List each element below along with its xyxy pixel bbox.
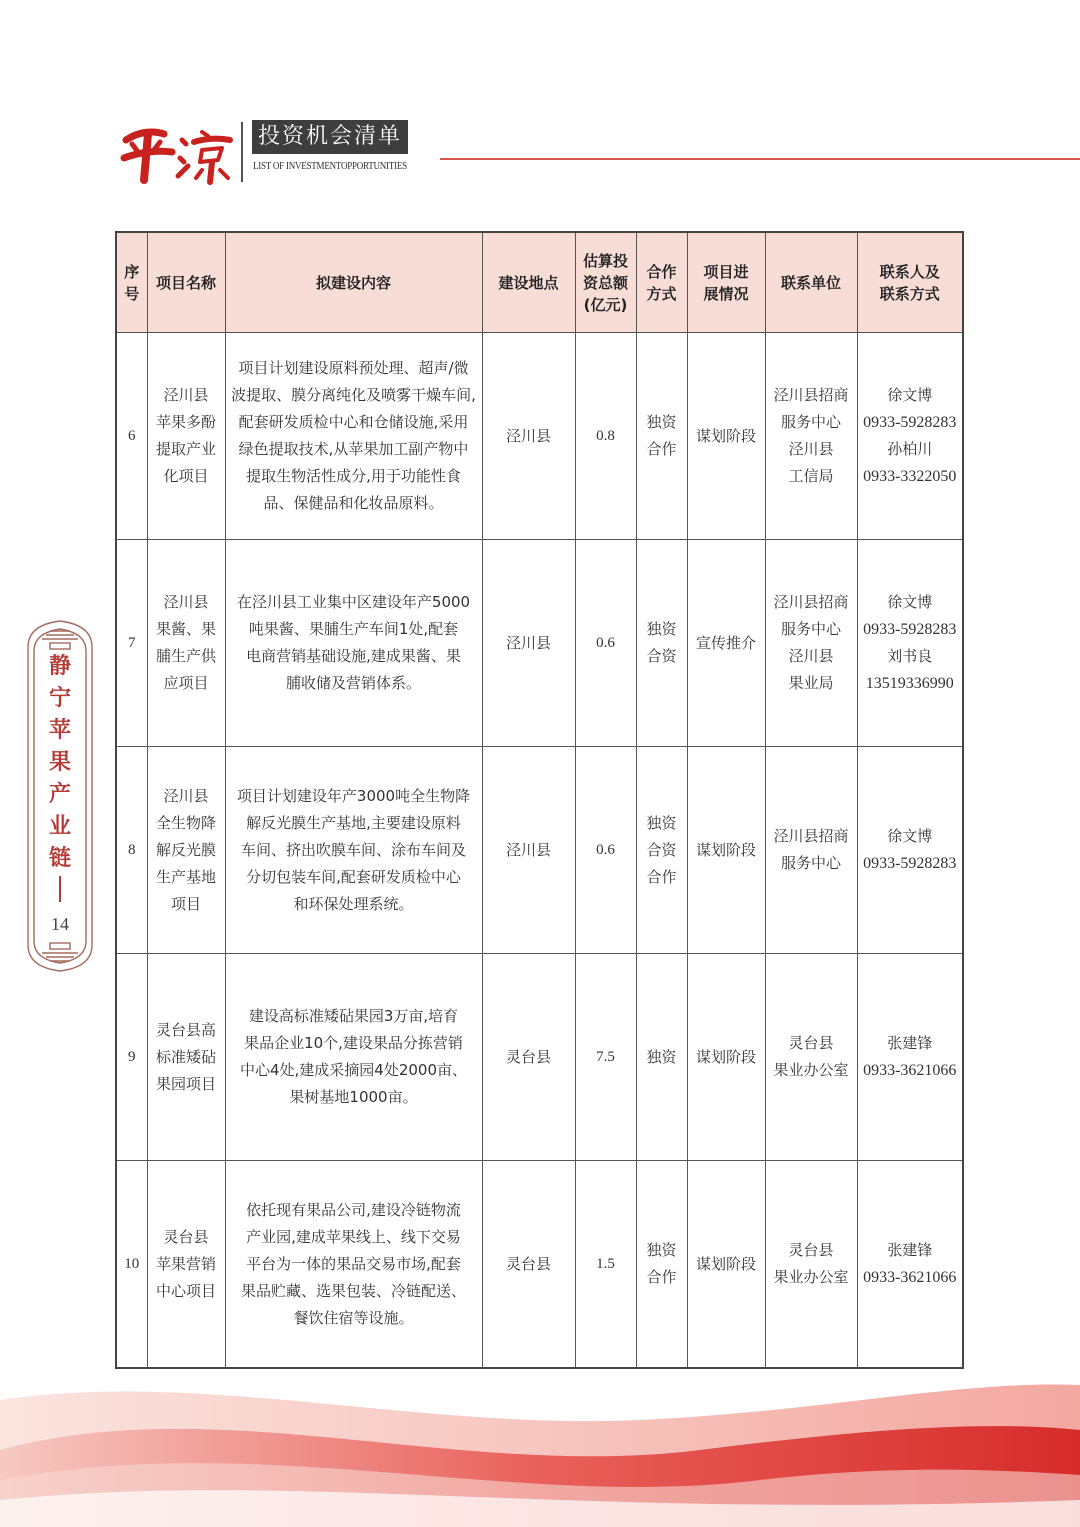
contact-person-line: 0933-5928283 (863, 621, 957, 638)
page-number: 14 (51, 914, 69, 934)
contact-person-line: 0933-3322050 (863, 468, 957, 485)
cooperation-mode-line: 合资 (646, 647, 677, 665)
project-location: 灵台县 (482, 954, 575, 1161)
side-title-char: 苹 (48, 717, 71, 743)
project-progress: 谋划阶段 (687, 333, 765, 540)
contact-unit-line: 工信局 (788, 467, 834, 485)
header-progress: 项目进 展情况 (687, 232, 765, 333)
investment-amount: 0.6 (575, 540, 636, 747)
project-name-line: 化项目 (163, 467, 209, 485)
table-row (116, 747, 963, 954)
contact-unit (765, 333, 857, 540)
investment-amount: 0.8 (575, 333, 636, 540)
project-content-line: 果品企业10个,建设果品分拣营销 (244, 1034, 463, 1052)
contact-unit-line: 果业局 (788, 674, 834, 692)
header-coop: 合作 方式 (636, 232, 687, 333)
project-name-line: 灵台县 (163, 1227, 209, 1246)
investment-amount: 1.5 (575, 1161, 636, 1369)
cooperation-mode-line: 独资 (646, 413, 677, 431)
project-content-line: 在泾川县工业集中区建设年产5000 (236, 593, 471, 611)
project-content-line: 产业园,建成苹果线上、线下交易 (246, 1227, 461, 1246)
project-name-line: 泾川县 (163, 593, 209, 611)
side-title-char: 产 (48, 781, 71, 807)
project-name-line: 生产基地 (155, 867, 216, 886)
contact-unit (765, 540, 857, 747)
project-location: 泾川县 (482, 333, 575, 540)
contact-person-line: 孙柏川 (887, 440, 933, 458)
pingliang-logo (118, 118, 240, 188)
header-no: 序号 (116, 232, 147, 333)
side-title-char: 静 (48, 653, 71, 679)
contact-unit-line: 服务中心 (780, 413, 841, 431)
contact-person-line: 0933-3621066 (863, 1269, 957, 1286)
project-content-line: 波提取、膜分离纯化及喷雾干燥车间, (231, 386, 476, 404)
contact-person (857, 1161, 963, 1369)
project-progress: 宣传推介 (687, 540, 765, 747)
project-content (225, 1161, 482, 1369)
header-contact: 联系人及 联系方式 (857, 232, 963, 333)
contact-unit (765, 1161, 857, 1369)
project-content-line: 果品贮藏、选果包装、冷链配送、 (240, 1281, 466, 1300)
contact-person-line: 徐文博 (887, 827, 933, 845)
project-content-line: 和环保处理系统。 (293, 894, 414, 913)
cooperation-mode-line: 合作 (646, 1268, 677, 1286)
project-name-line: 泾川县 (163, 786, 209, 805)
contact-person-line: 0933-3621066 (863, 1062, 957, 1079)
contact-unit (765, 747, 857, 954)
project-location: 灵台县 (482, 1161, 575, 1369)
project-content-line: 项目计划建设年产3000吨全生物降 (236, 786, 471, 805)
project-content-line: 项目计划建设原料预处理、超声/微 (238, 359, 469, 377)
project-progress: 谋划阶段 (687, 954, 765, 1161)
project-name-line: 脯生产供 (155, 647, 216, 665)
project-content-line: 提取生物活性成分,用于功能性食 (246, 467, 461, 485)
header-unit: 联系单位 (765, 232, 857, 333)
contact-unit-line: 灵台县 (788, 1241, 834, 1259)
header-subtitle: LIST OF INVESTMENTOPPORTUNITIES (253, 160, 407, 172)
side-tag-title (27, 650, 93, 940)
contact-unit (765, 954, 857, 1161)
header-content: 拟建设内容 (225, 232, 482, 333)
table-row (116, 1161, 963, 1369)
project-name (147, 954, 225, 1161)
contact-unit-line: 泾川县 (788, 647, 834, 665)
project-name-line: 灵台县高 (155, 1020, 216, 1039)
project-name-line: 苹果多酚 (155, 413, 216, 431)
project-name-line: 项目 (170, 894, 201, 913)
bottom-wave-decoration (0, 1360, 1080, 1527)
side-title-char: 链 (48, 845, 71, 871)
project-content-line: 依托现有果品公司,建设冷链物流 (246, 1200, 461, 1219)
table-row (116, 954, 963, 1161)
project-content-line: 配套研发质检中心和仓储设施,采用 (238, 413, 469, 431)
contact-unit-line: 泾川县招商 (773, 827, 849, 845)
side-divider (59, 876, 61, 902)
cooperation-mode (636, 747, 687, 954)
project-content-line: 建设高标准矮砧果园3万亩,培育 (248, 1007, 459, 1025)
cooperation-mode-line: 独资 (646, 813, 677, 832)
project-name-line: 解反光膜 (155, 840, 216, 859)
contact-unit-line: 灵台县 (788, 1034, 834, 1052)
header-location: 建设地点 (482, 232, 575, 333)
project-progress: 谋划阶段 (687, 747, 765, 954)
contact-person (857, 540, 963, 747)
contact-unit-line: 服务中心 (780, 620, 841, 638)
header-title: 投资机会清单 (252, 120, 408, 154)
row-number: 6 (116, 333, 147, 540)
investment-amount: 0.6 (575, 747, 636, 954)
project-name (147, 333, 225, 540)
contact-unit-line: 泾川县 (788, 440, 834, 458)
row-number: 8 (116, 747, 147, 954)
contact-person-line: 0933-5928283 (863, 855, 957, 872)
contact-person (857, 333, 963, 540)
project-name-line: 泾川县 (163, 386, 209, 404)
header-divider (241, 122, 243, 182)
project-content-line: 平台为一体的果品交易市场,配套 (246, 1254, 461, 1273)
project-name-line: 应项目 (163, 674, 209, 692)
cooperation-mode (636, 1161, 687, 1369)
contact-person-line: 13519336990 (865, 675, 954, 692)
contact-person (857, 954, 963, 1161)
contact-unit-line: 泾川县招商 (773, 593, 849, 611)
table-row (116, 540, 963, 747)
project-name (147, 1161, 225, 1369)
investment-table (115, 231, 964, 1369)
project-content-line: 车间、挤出吹膜车间、涂布车间及 (240, 840, 466, 859)
project-name-line: 标准矮砧 (155, 1047, 216, 1066)
investment-amount: 7.5 (575, 954, 636, 1161)
project-location: 泾川县 (482, 747, 575, 954)
row-number: 9 (116, 954, 147, 1161)
cooperation-mode (636, 333, 687, 540)
side-title-char: 果 (48, 749, 71, 775)
project-progress: 谋划阶段 (687, 1161, 765, 1369)
project-content-line: 吨果酱、果脯生产车间1处,配套 (248, 620, 459, 638)
contact-unit-line: 果业办公室 (773, 1061, 849, 1079)
cooperation-mode (636, 540, 687, 747)
project-name-line: 提取产业 (155, 440, 216, 458)
contact-person-line: 0933-5928283 (863, 414, 957, 431)
cooperation-mode-line: 合作 (646, 867, 677, 886)
contact-person-line: 张建锋 (887, 1034, 933, 1052)
project-name (147, 747, 225, 954)
project-content (225, 540, 482, 747)
contact-person (857, 747, 963, 954)
contact-person-line: 徐文博 (887, 593, 933, 611)
contact-person-line: 徐文博 (887, 386, 933, 404)
project-name-line: 苹果营销 (155, 1254, 216, 1273)
cooperation-mode-line: 独资 (646, 1047, 677, 1066)
cooperation-mode-line: 独资 (646, 1241, 677, 1259)
contact-person-line: 张建锋 (887, 1241, 933, 1259)
project-name-line: 果酱、果 (155, 620, 216, 638)
project-content (225, 954, 482, 1161)
cooperation-mode-line: 合作 (646, 440, 677, 458)
project-name-line: 果园项目 (155, 1074, 216, 1093)
cooperation-mode-line: 独资 (646, 620, 677, 638)
project-name-line: 全生物降 (155, 813, 216, 832)
header-rule (440, 158, 1080, 160)
project-location: 泾川县 (482, 540, 575, 747)
project-content (225, 747, 482, 954)
contact-unit-line: 服务中心 (780, 854, 841, 872)
header-name: 项目名称 (147, 232, 225, 333)
project-content-line: 中心4处,建成采摘园4处2000亩、 (239, 1061, 468, 1079)
project-content-line: 脯收储及营销体系。 (285, 674, 421, 692)
side-title-char: 业 (48, 813, 71, 839)
project-content-line: 分切包装车间,配套研发质检中心 (246, 867, 461, 886)
project-content-line: 电商营销基础设施,建成果酱、果 (246, 647, 461, 665)
project-content-line: 绿色提取技术,从苹果加工副产物中 (238, 440, 469, 458)
project-content (225, 333, 482, 540)
contact-unit-line: 泾川县招商 (773, 386, 849, 404)
side-title-char: 宁 (48, 685, 71, 711)
cooperation-mode-line: 合资 (646, 840, 677, 859)
row-number: 10 (116, 1161, 147, 1369)
project-content-line: 品、保健品和化妆品原料。 (263, 494, 444, 512)
table-row (116, 333, 963, 540)
project-content-line: 餐饮住宿等设施。 (293, 1308, 414, 1327)
contact-person-line: 刘书良 (887, 647, 933, 665)
cooperation-mode (636, 954, 687, 1161)
project-name-line: 中心项目 (155, 1281, 216, 1300)
contact-unit-line: 果业办公室 (773, 1268, 849, 1286)
project-name (147, 540, 225, 747)
table-header-row (116, 232, 963, 333)
header-investment: 估算投 资总额 (亿元) (575, 232, 636, 333)
row-number: 7 (116, 540, 147, 747)
project-content-line: 果树基地1000亩。 (289, 1088, 418, 1106)
project-content-line: 解反光膜生产基地,主要建设原料 (246, 813, 461, 832)
